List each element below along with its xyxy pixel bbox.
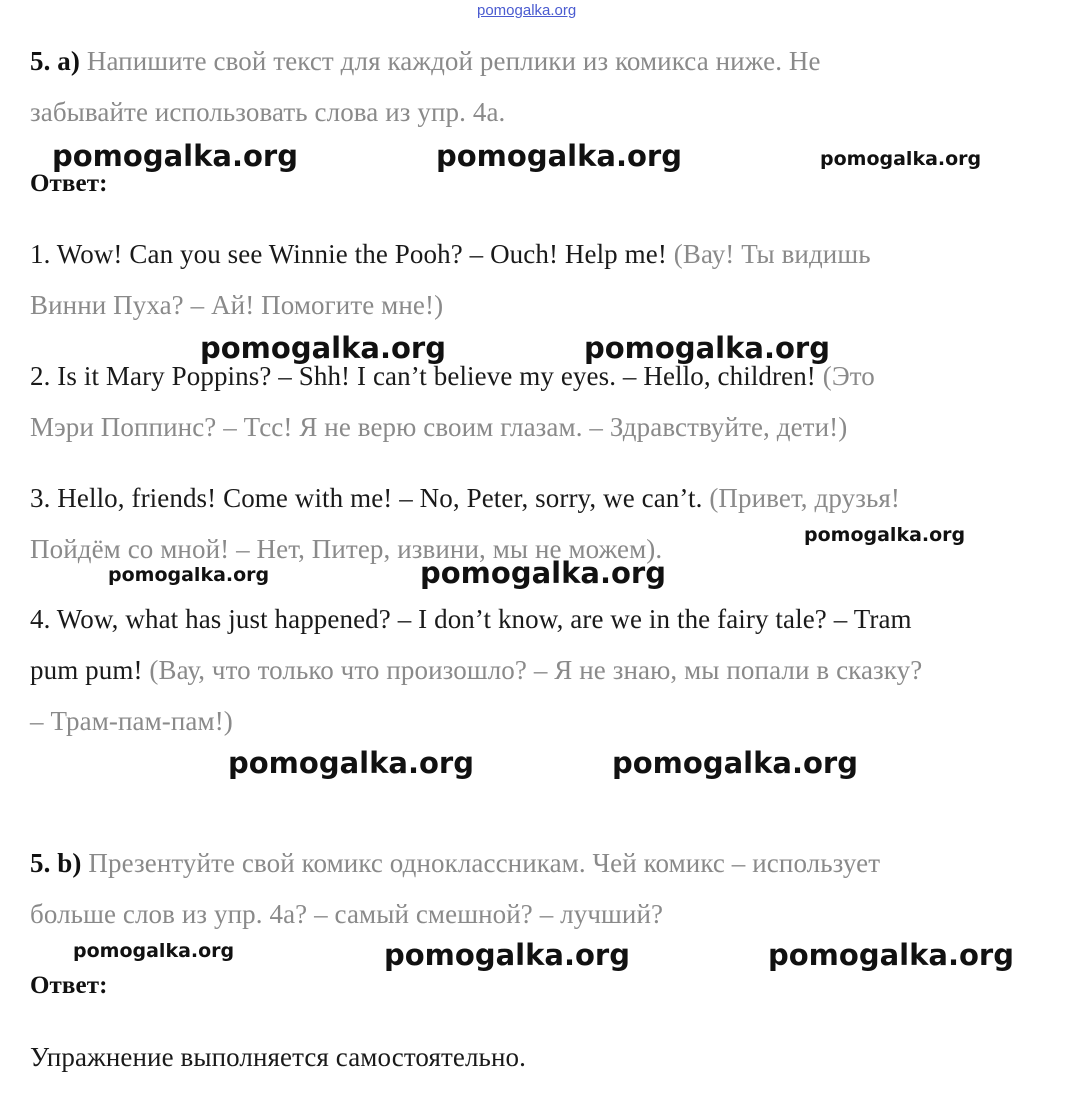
exercise-a-label: 5. a) bbox=[30, 46, 80, 76]
exercise-b-task-line2: больше слов из упр. 4a? – самый смешной? – лучший? bbox=[30, 899, 664, 929]
answer-item-3 bbox=[30, 482, 900, 514]
item-3-russian-cont: Пойдём со мной! – Нет, Питер, извини, мы не можем). bbox=[30, 534, 663, 564]
exercise-b-label: 5. b) bbox=[30, 848, 82, 878]
item-1-russian: (Вау! Ты видишь bbox=[673, 239, 871, 269]
watermark: pomogalka.org bbox=[804, 524, 966, 546]
watermark: pomogalka.org bbox=[52, 139, 298, 173]
item-3-russian: (Привет, друзья! bbox=[709, 483, 900, 513]
exercise-b-task-line1 bbox=[30, 847, 880, 879]
watermark: pomogalka.org bbox=[420, 556, 666, 590]
item-4-english-cont: pum pum! bbox=[30, 655, 143, 685]
item-4-english: 4. Wow, what has just happened? – I don’t know, are we in the fairy tale? – Tram bbox=[30, 604, 912, 634]
exercise-a-task-text: Напишите свой текст для каждой реплики из комикса ниже. Не bbox=[86, 46, 821, 76]
answer-item-1 bbox=[30, 238, 871, 270]
watermark: pomogalka.org bbox=[73, 940, 235, 962]
item-2-russian: (Это bbox=[822, 361, 875, 391]
watermark: pomogalka.org bbox=[612, 746, 858, 780]
watermark: pomogalka.org bbox=[768, 938, 1014, 972]
exercise-b-answer-text: Упражнение выполняется самостоятельно. bbox=[30, 1042, 526, 1072]
watermark: pomogalka.org bbox=[228, 746, 474, 780]
watermark: pomogalka.org bbox=[384, 938, 630, 972]
watermark: pomogalka.org bbox=[200, 331, 446, 365]
watermark: pomogalka.org bbox=[436, 139, 682, 173]
exercise-b-answer-label: Ответ: bbox=[30, 972, 108, 999]
watermark: pomogalka.org bbox=[584, 331, 830, 365]
watermark: pomogalka.org bbox=[108, 564, 270, 586]
exercise-a-task-line2: забывайте использовать слова из упр. 4a. bbox=[30, 97, 506, 127]
item-1-english: 1. Wow! Can you see Winnie the Pooh? – Ouch! Help me! bbox=[30, 239, 667, 269]
item-4-russian: (Вау, что только что произошло? – Я не знаю, мы попали в сказку? bbox=[149, 655, 923, 685]
exercise-b-task-text: Презентуйте свой комикс одноклассникам. Чей комикс – использует bbox=[88, 848, 881, 878]
watermark: pomogalka.org bbox=[820, 148, 982, 170]
answer-item-4 bbox=[30, 654, 922, 686]
item-3-english: 3. Hello, friends! Come with me! – No, Peter, sorry, we can’t. bbox=[30, 483, 703, 513]
site-link[interactable]: pomogalka.org bbox=[477, 2, 577, 19]
item-2-russian-cont: Мэри Поппинс? – Тсс! Я не верю своим глазам. – Здравствуйте, дети!) bbox=[30, 412, 848, 442]
item-2-english: 2. Is it Mary Poppins? – Shh! I can’t believe my eyes. – Hello, children! bbox=[30, 361, 816, 391]
exercise-a-answer-label: Ответ: bbox=[30, 170, 108, 197]
item-1-russian-cont: Винни Пуха? – Ай! Помогите мне!) bbox=[30, 290, 444, 320]
item-4-russian-cont: – Трам-пам-пам!) bbox=[30, 706, 233, 736]
exercise-a-task-line1 bbox=[30, 45, 821, 77]
